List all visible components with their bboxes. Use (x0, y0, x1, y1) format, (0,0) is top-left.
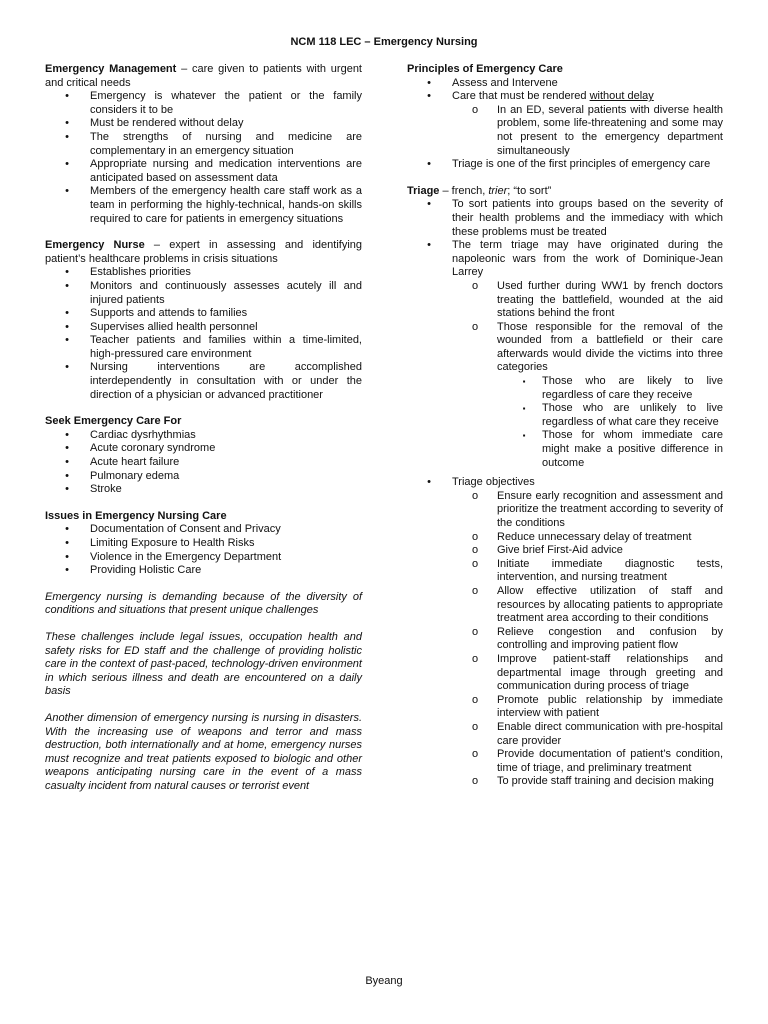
list-item: • Documentation of Consent and Privacy (45, 523, 362, 537)
list-item: • Triage objectives o Ensure early recognition and assessment and prioritize the treatment according to severity of the conditions o Reduce unnecessary delay of treatment o Give brief First-Aid advice o Initiate immediate diagnostic tests, intervention, and nursing treatment o Allow effective utilization of staff and resources by allocating patients to appropriate treatment area according to their conditions o Relieve congestion and confusion by controlling and improving patient flow o Improve patient-staff relationships and departmental image through greeting and communication during process of triage o Promote public relationship by immediate interview with patient o Enable direct communication with pre-hospital care provider o Provide documentation of patient’s condition, time of triage, and preliminary treatment o To provide staff training and decision making (407, 476, 723, 789)
seek-care-section (45, 415, 362, 497)
objective-item: o Initiate immediate diagnostic tests, intervention, and nursing treatment (471, 557, 723, 584)
bullet-icon: • (65, 334, 69, 347)
circle-bullet-icon: o (471, 530, 479, 543)
bullet-icon: • (427, 239, 431, 252)
list-item: • The strengths of nursing and medicine are complementary in an emergency situation (45, 131, 362, 158)
bullet-icon: • (65, 361, 69, 374)
bullet-icon: • (427, 158, 431, 171)
bullet-icon: • (65, 523, 69, 536)
list-item: • Supervises allied health personnel (45, 321, 362, 335)
bullet-icon: • (65, 483, 69, 496)
objective-item: o Relieve congestion and confusion by controlling and improving patient flow (471, 625, 723, 652)
list-item: • Must be rendered without delay (45, 117, 362, 131)
list-item: • Acute coronary syndrome (45, 442, 362, 456)
bullet-icon: • (65, 469, 69, 482)
section-heading: Issues in Emergency Nursing Care (45, 509, 227, 522)
page-footer: Byeang (365, 975, 403, 987)
triage-section (407, 185, 723, 789)
list-item: • Nursing interventions are accomplished interdependently in consultation with or under the direction of a physician or advanced practitioner (45, 361, 362, 402)
circle-bullet-icon: o (471, 103, 479, 116)
left-column (45, 63, 362, 807)
bullet-icon: • (65, 158, 69, 171)
issues-section (45, 510, 362, 578)
objective-item: o Provide documentation of patient’s condition, time of triage, and preliminary treatment (471, 748, 723, 774)
square-bullet-icon: ▪ (522, 377, 526, 387)
circle-bullet-icon: o (471, 775, 479, 788)
bullet-icon: • (427, 198, 431, 211)
circle-bullet-icon: o (471, 489, 479, 502)
bullet-list (407, 198, 723, 789)
list-item: • Stroke (45, 483, 362, 497)
category-item: ▪ Those who are likely to live regardless of care they receive (497, 375, 723, 402)
list-item: • Monitors and continuously assesses acutely ill and injured patients (45, 280, 362, 307)
circle-bullet-icon: o (471, 625, 479, 638)
sub-list (452, 104, 723, 158)
list-item: • Supports and attends to families (45, 307, 362, 321)
objectives-list (452, 490, 723, 789)
objective-item: o To provide staff training and decision making (471, 775, 714, 788)
objective-item: o Enable direct communication with pre-hospital care provider (471, 720, 723, 747)
bullet-icon: • (65, 537, 69, 549)
circle-bullet-icon: o (471, 693, 479, 706)
objective-item: o Allow effective utilization of staff and resources by allocating patients to appropriate treatment area according to their conditions (471, 584, 723, 625)
emergency-nurse-section (45, 239, 362, 402)
definition: – care given to patients with urgent and critical needs (45, 63, 362, 89)
principles-section (407, 63, 723, 172)
list-item: • Emergency is whatever the patient or the family considers it to be (45, 90, 362, 117)
bullet-icon: • (427, 90, 431, 103)
list-item: • Providing Holistic Care (45, 564, 362, 578)
circle-bullet-icon: o (471, 748, 479, 761)
section-heading: Seek Emergency Care For (45, 415, 182, 428)
emergency-nurse-definition (45, 239, 362, 266)
right-column (407, 63, 723, 802)
category-item: ▪ Those who are unlikely to live regardless of what care they receive (497, 402, 723, 429)
bullet-list (45, 523, 362, 577)
bullet-icon: • (427, 76, 431, 89)
list-item: • Appropriate nursing and medication interventions are anticipated based on assessment data (45, 158, 362, 185)
emergency-management-section (45, 63, 362, 226)
objective-item: o Ensure early recognition and assessment and prioritize the treatment according to severity of the conditions (471, 489, 723, 529)
list-item: • The term triage may have originated during the napoleonic wars from the work of Dominique-Jean Larrey o Used further during WW1 by french doctors treating the battlefield, wounded at the aid stations behind the front o Those responsible for the removal of the wounded from a battlefield or their care afterwards would divide the victims into three categories ▪ Those who are likely to live regardless of care they receive ▪ Those who are unlikely to live regardless of what care they receive ▪ Those for whom immediate care might make a positive difference in outcome (407, 239, 723, 470)
bullet-list (45, 90, 362, 226)
underlined-text: without delay (589, 90, 654, 103)
list-item: • Cardiac dysrhythmias (45, 429, 362, 443)
bullet-icon: • (65, 456, 69, 469)
objective-item: o Give brief First-Aid advice (471, 544, 623, 557)
term: Emergency Nurse (45, 239, 145, 252)
bullet-icon: • (65, 266, 69, 279)
list-item: • Care that must be rendered without delay o In an ED, several patients with diverse health problem, some life-threatening and some may not present to the emergency department simultaneously (407, 90, 723, 158)
term: Emergency Management (45, 63, 177, 75)
square-bullet-icon: ▪ (522, 431, 526, 441)
category-item: ▪ Those for whom immediate care might make a positive difference in outcome (497, 429, 723, 470)
bullet-list (45, 429, 362, 497)
circle-bullet-icon: o (471, 320, 479, 333)
bullet-icon: • (65, 185, 69, 198)
sub-list-item: o Used further during WW1 by french doctors treating the battlefield, wounded at the aid stations behind the front (471, 279, 723, 320)
section-heading: Principles of Emergency Care (407, 63, 563, 75)
sub-list-item: o Those responsible for the removal of the wounded from a battlefield or their care afterwards would divide the victims into three categories ▪ Those who are likely to live regardless of care they receive ▪ Those who are unlikely to live regardless of what care they receive ▪ Those for whom immediate care might make a positive difference in outcome (471, 320, 723, 469)
list-item: • Limiting Exposure to Health Risks (45, 537, 362, 551)
italic-paragraph: Emergency nursing is demanding because of the diversity of conditions and situations that present unique challenges (45, 590, 362, 617)
term: Triage (407, 184, 440, 197)
list-item: • To sort patients into groups based on the severity of their health problems and the immediacy with which these problems must be treated (407, 198, 723, 239)
list-item: • Teacher patients and families within a time-limited, high-pressured care environment (45, 334, 362, 361)
list-item: • Violence in the Emergency Department (45, 551, 362, 565)
bullet-icon: • (65, 90, 69, 103)
bullet-icon: • (65, 117, 69, 130)
definition: – expert in assessing and identifying patient’s healthcare problems in crisis situations (45, 239, 363, 265)
list-item: • Pulmonary edema (45, 470, 362, 484)
circle-bullet-icon: o (471, 652, 479, 665)
list-item: • Assess and Intervene (407, 77, 723, 91)
bullet-icon: • (65, 564, 69, 577)
sub-list (452, 280, 723, 470)
bullet-list (45, 266, 362, 402)
sub-sub-list (497, 375, 723, 470)
circle-bullet-icon: o (471, 584, 479, 597)
emergency-management-definition (45, 63, 362, 90)
list-item: • Acute heart failure (45, 456, 362, 470)
circle-bullet-icon: o (471, 544, 479, 557)
objective-item: o Promote public relationship by immediate interview with patient (471, 693, 723, 720)
list-item: • Members of the emergency health care staff work as a team in performing the highly-technical, hands-on skills required to care for patients in emergency situations (45, 185, 362, 226)
square-bullet-icon: ▪ (522, 404, 526, 414)
list-item: • Establishes priorities (45, 266, 362, 280)
bullet-icon: • (65, 279, 69, 292)
italic-paragraph: Another dimension of emergency nursing is nursing in disasters. With the increasing use of weapons and terror and mass destruction, both internationally and at home, emergency nurses must recognize and treat patients exposed to biologic and other weapons anticipating nursing care in the event of a mass casualty incident from natural causes or terrorist event (45, 711, 362, 792)
circle-bullet-icon: o (471, 557, 479, 570)
objective-item: o Reduce unnecessary delay of treatment (471, 530, 692, 543)
triage-definition: Triage – french, trier; “to sort” (407, 184, 552, 197)
bullet-icon: • (65, 130, 69, 143)
circle-bullet-icon: o (471, 720, 479, 733)
bullet-icon: • (65, 428, 69, 441)
bullet-icon: • (65, 307, 69, 320)
bullet-icon: • (65, 550, 69, 563)
page-title: NCM 118 LEC – Emergency Nursing (290, 36, 478, 48)
objective-item: o Improve patient-staff relationships and departmental image through greeting and communication during process of triage (471, 652, 723, 693)
italic-paragraph: These challenges include legal issues, occupation health and safety risks for ED staff and the challenge of providing holistic care in the context of past-paced, technology-driven environment in which serious illness and death are encountered on a daily basis (45, 630, 362, 698)
bullet-list (407, 77, 723, 172)
list-item: • Triage is one of the first principles of emergency care (407, 158, 723, 172)
bullet-icon: • (65, 442, 69, 455)
sub-list-item: o In an ED, several patients with diverse health problem, some life-threatening and some may not present to the emergency department simultaneously (471, 103, 723, 157)
circle-bullet-icon: o (471, 279, 479, 292)
bullet-icon: • (427, 476, 431, 489)
bullet-icon: • (65, 320, 69, 333)
